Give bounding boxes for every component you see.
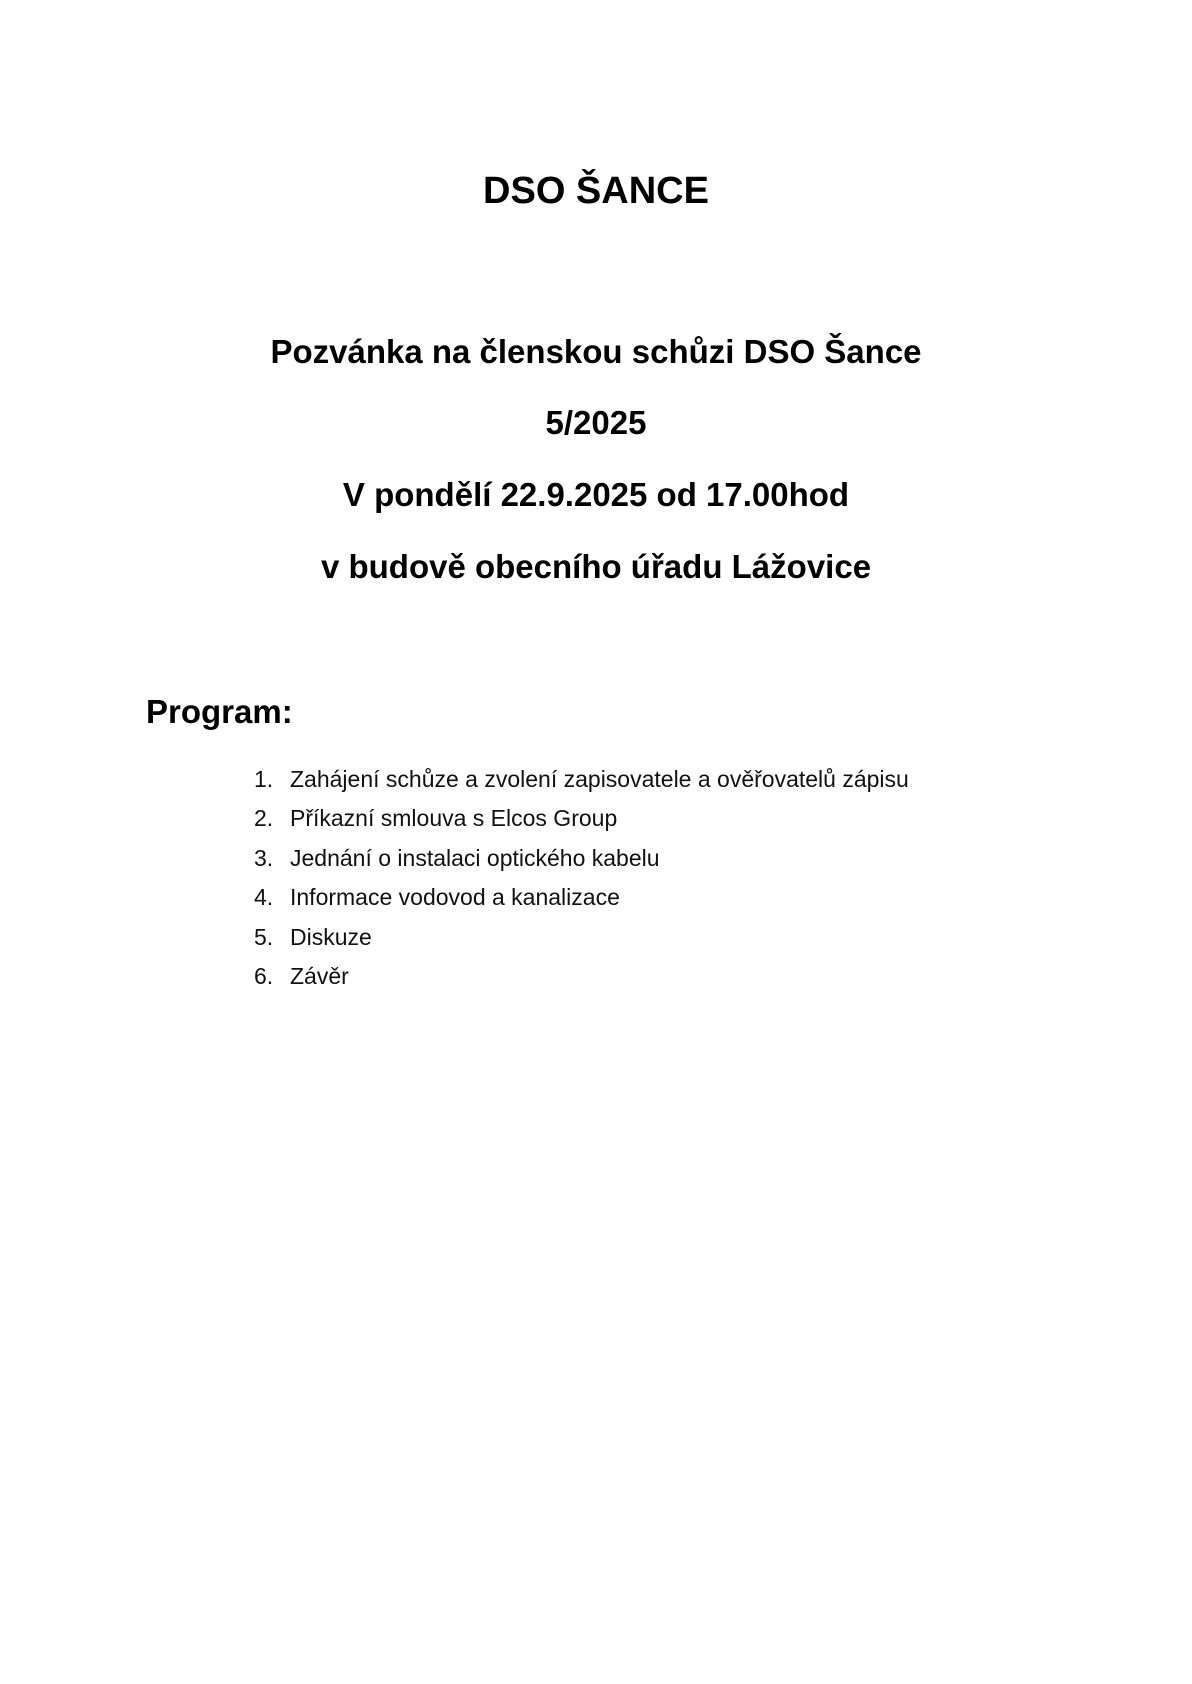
invitation-heading: Pozvánka na členskou schůzi DSO Šance — [270, 333, 922, 370]
agenda-item-text: Diskuze — [290, 923, 372, 950]
agenda-item-number: 1. — [254, 766, 274, 792]
agenda-item-text: Informace vodovod a kanalizace — [290, 884, 620, 911]
agenda-item-number: 5. — [254, 923, 274, 950]
agenda-item-text: Zahájení schůze a zvolení zapisovatele a ověřovatelů zápisu — [290, 766, 909, 792]
meeting-datetime: V pondělí 22.9.2025 od 17.00hod — [342, 476, 850, 513]
agenda-item-number: 3. — [254, 844, 274, 871]
meeting-location: v budově obecního úřadu Lážovice — [320, 548, 872, 585]
agenda-item-text: Závěr — [290, 962, 349, 989]
agenda-item-number: 2. — [254, 805, 274, 832]
agenda-item-number: 6. — [254, 962, 274, 989]
document-title: DSO ŠANCE — [483, 170, 709, 212]
program-heading: Program: — [146, 693, 293, 730]
invitation-number: 5/2025 — [545, 404, 647, 441]
agenda-item-number: 4. — [254, 884, 274, 911]
agenda-item-text: Jednání o instalaci optického kabelu — [290, 844, 660, 871]
agenda-item-text: Příkazní smlouva s Elcos Group — [290, 805, 618, 832]
